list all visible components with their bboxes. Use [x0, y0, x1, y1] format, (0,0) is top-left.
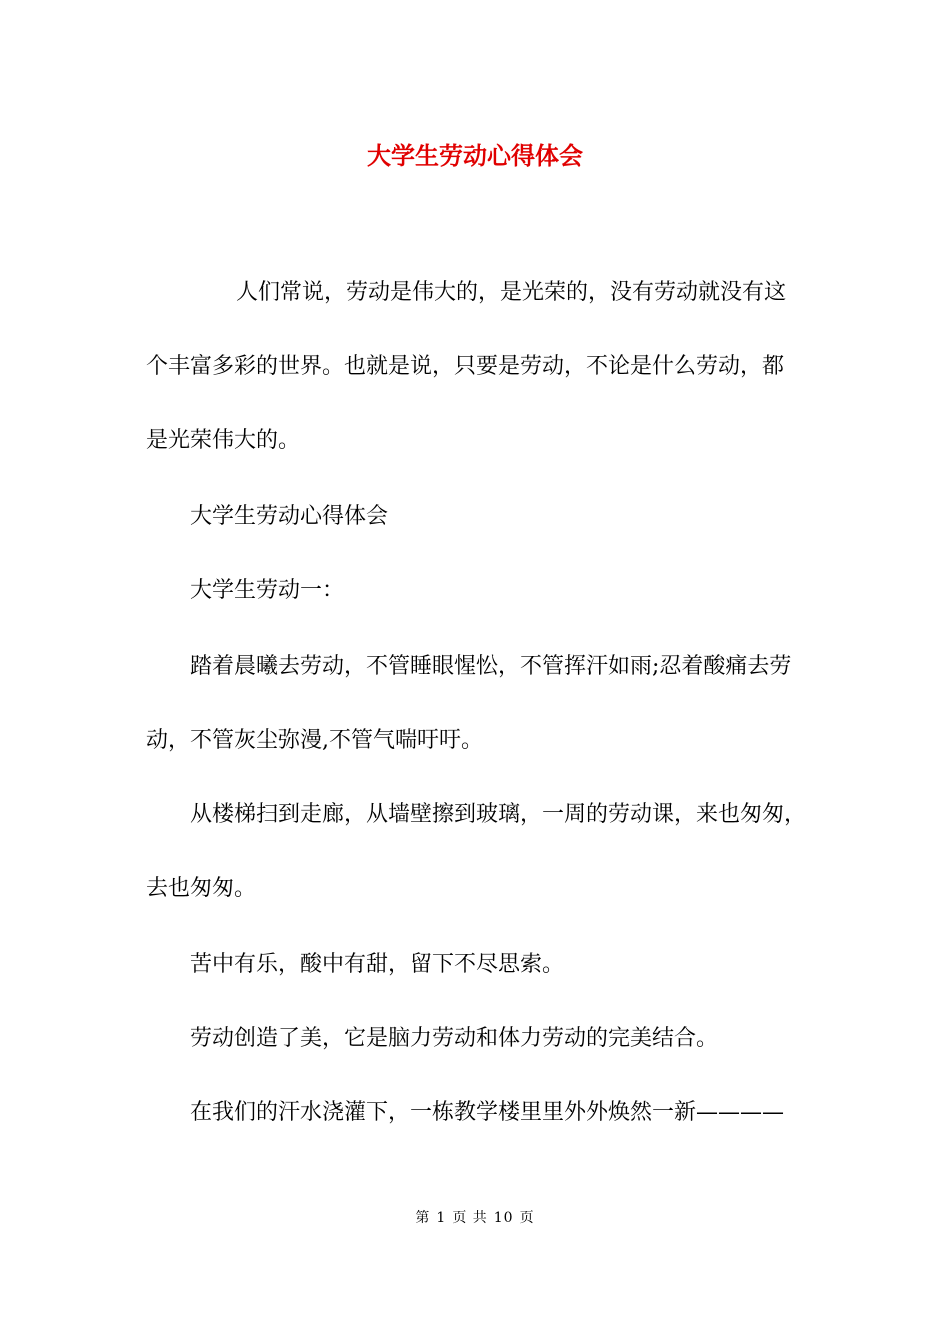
paragraph-line: 在我们的汗水浇灌下，一栋教学楼里里外外焕然一新————: [190, 1100, 785, 1125]
paragraph-line: 人们常说，劳动是伟大的，是光荣的，没有劳动就没有这: [236, 280, 787, 305]
paragraph-line: 大学生劳动一：: [190, 578, 345, 603]
paragraph: [146, 256, 826, 478]
footer-current-page: 1: [436, 1210, 447, 1226]
paragraph-line: 是光荣伟大的。: [146, 428, 301, 453]
paragraph-line: 大学生劳动心得体会: [190, 504, 389, 529]
paragraph-line: 个丰富多彩的世界。也就是说，只要是劳动，不论是什么劳动，都: [146, 354, 785, 379]
paragraph-line: 从楼梯扫到走廊，从墙壁擦到玻璃，一周的劳动课，来也匆匆，: [190, 802, 807, 827]
footer-middle: 页 共: [452, 1210, 488, 1226]
paragraph-line: 动，不管灰尘弥漫,不管气喘吁吁。: [146, 728, 483, 753]
paragraph-line: 劳动创造了美，它是脑力劳动和体力劳动的完美结合。: [190, 1026, 719, 1051]
paragraph-line: 苦中有乐，酸中有甜，留下不尽思索。: [190, 952, 565, 977]
paragraph-line: 去也匆匆。: [146, 876, 257, 901]
footer-suffix: 页: [519, 1210, 535, 1226]
footer-prefix: 第: [415, 1210, 431, 1226]
paragraph: [146, 630, 826, 778]
paragraph: [146, 1002, 826, 1076]
document-title: 大学生劳动心得体会: [367, 141, 583, 170]
paragraph: [146, 778, 826, 926]
footer-total-pages: 10: [493, 1210, 514, 1226]
paragraph: [146, 554, 826, 628]
paragraph-line: 踏着晨曦去劳动，不管睡眼惺忪，不管挥汗如雨;忍着酸痛去劳: [190, 654, 792, 679]
page-footer: [0, 1206, 950, 1230]
paragraph: [146, 480, 826, 554]
paragraph: [146, 928, 826, 1002]
paragraph: [146, 1076, 826, 1150]
